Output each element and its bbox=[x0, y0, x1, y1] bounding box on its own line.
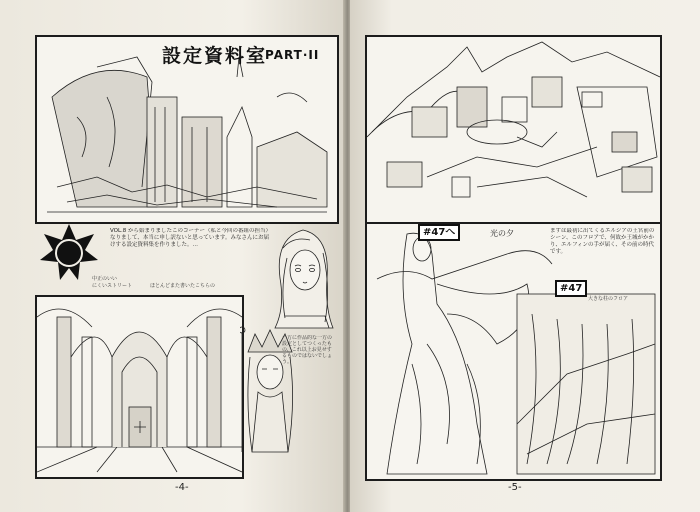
scene-tag-1: #47へ bbox=[418, 224, 460, 241]
article-title: 設定資料室 bbox=[162, 45, 268, 67]
side-note: 一方に作品的な一方の設定としてつくったもの、これ以上お見せするものではないでしょう。 bbox=[282, 335, 333, 365]
hall-panel bbox=[35, 295, 244, 479]
woman-portrait bbox=[265, 218, 340, 333]
small-caption-2: にくいストリート bbox=[92, 283, 133, 289]
small-caption-3: ほとんどまた書いたこちらの bbox=[150, 283, 216, 289]
right-page bbox=[350, 0, 700, 512]
scene-tag-1-caption: 光の夕 bbox=[490, 229, 514, 238]
right-page-number: -5- bbox=[508, 482, 522, 493]
left-page bbox=[0, 0, 345, 512]
city-illustration bbox=[367, 37, 660, 222]
scene-side-text: まずは最初に出てくるエルジアの王宮前のシーン、このフロアで、何故か王城がかかり、エルフィンの手が届く、その前の時代です。 bbox=[550, 228, 655, 255]
small-caption-1: 中正のいい bbox=[92, 276, 118, 282]
hall-illustration bbox=[37, 297, 242, 477]
city-panel bbox=[365, 35, 662, 224]
intro-text: VOL.8 から始まりましたこのコーナー（私と今回の番組の担当）なりまして、本当に申し訳ないと思っています。みなさんにお届けする設定資料集を作りました。… bbox=[110, 228, 269, 248]
sun-emblem bbox=[38, 222, 100, 284]
scene-tag-2-caption: 大きな柱のフロア bbox=[588, 296, 629, 302]
left-page-number: -4- bbox=[175, 482, 189, 493]
article-subtitle: PART·II bbox=[265, 48, 320, 62]
scene-tag-2: #47 bbox=[555, 280, 587, 297]
ruins-panel bbox=[35, 35, 339, 224]
